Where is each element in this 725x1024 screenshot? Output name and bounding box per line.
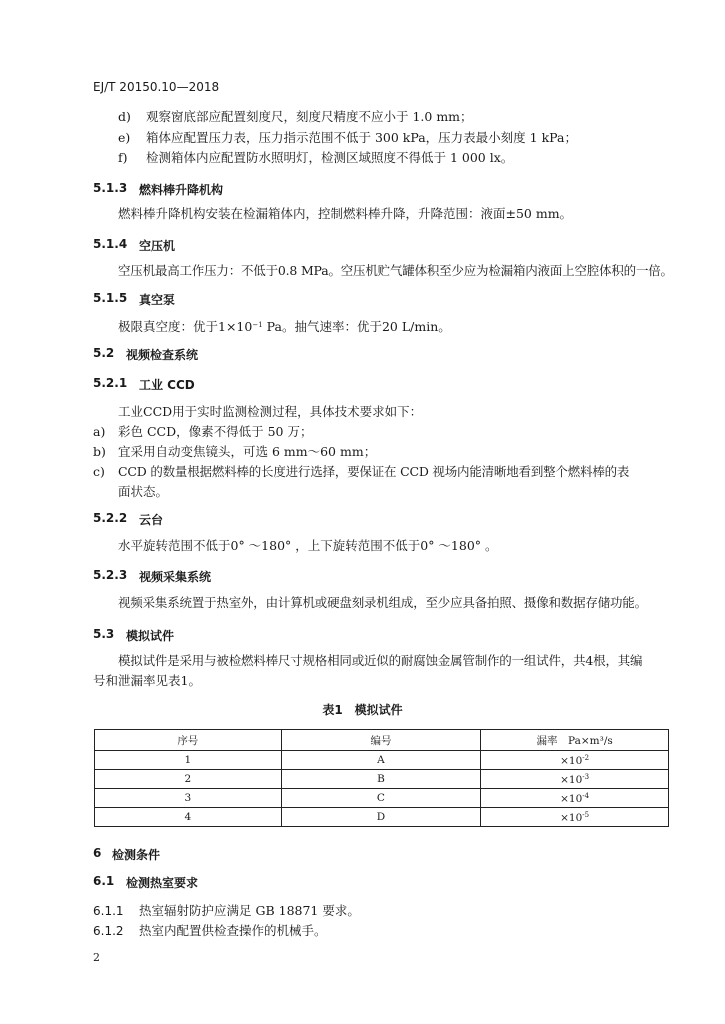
section-number-5-2-2: 5.2.2: [93, 511, 128, 525]
paragraph-5-2-1-intro: 工业CCD用于实时监测检测过程，具体技术要求如下：: [118, 404, 423, 419]
list-marker-e: e): [118, 130, 131, 145]
cell-rate: [481, 770, 669, 789]
section-title-5-3: 模拟试件: [126, 629, 175, 643]
paragraph-5-3-line2: 号和泄漏率见表1。: [93, 673, 201, 688]
section-title-5-2-2: 云台: [139, 513, 164, 527]
cell-code: C: [281, 789, 481, 808]
list-item-f: 检测箱体内应配置防水照明灯，检测区域照度不得低于 1 000 lx。: [146, 150, 514, 165]
table-row: [95, 770, 669, 789]
list-item-a: 彩色 CCD，像素不得低于 50 万；: [118, 424, 313, 439]
list-item-b: 宜采用自动变焦镜头，可选 6 mm～60 mm；: [118, 444, 377, 459]
list-marker-f: f): [118, 150, 128, 165]
section-number-6: 6: [93, 846, 102, 860]
section-number-5-1-5: 5.1.5: [93, 291, 128, 305]
list-marker-b: b): [93, 444, 106, 459]
table-row: [95, 751, 669, 770]
rate-exponent: -3: [582, 772, 590, 781]
document-id: EJ/T 20150.10—2018: [93, 80, 220, 94]
list-item-e: 箱体应配置压力表，压力指示范围不低于 300 kPa，压力表最小刻度 1 kPa；: [146, 130, 577, 145]
rate-exponent: -5: [582, 810, 590, 819]
cell-no: 3: [95, 789, 282, 808]
table-row: [95, 808, 669, 827]
section-number-5-2-3: 5.2.3: [93, 568, 128, 582]
section-number-5-3: 5.3: [93, 627, 115, 641]
paragraph-5-1-3: 燃料棒升降机构安装在检漏箱体内，控制燃料棒升降，升降范围：液面±50 mm。: [118, 206, 573, 221]
paragraph-5-2-3: 视频采集系统置于热室外，由计算机或硬盘刻录机组成，至少应具备拍照、摄像和数据存储功能。: [118, 595, 647, 610]
rate-exponent: -2: [582, 753, 590, 762]
section-title-5-1-4: 空压机: [139, 239, 176, 253]
list-item-d: 观察窗底部应配置刻度尺，刻度尺精度不应小于 1.0 mm；: [146, 109, 473, 124]
section-title-6: 检测条件: [112, 848, 161, 862]
cell-rate: [481, 751, 669, 770]
list-item-c-continued: 面状态。: [118, 484, 169, 499]
table-header-row: [95, 730, 669, 751]
leak-rate-table: [94, 729, 669, 827]
cell-code: A: [281, 751, 481, 770]
rate-base: ×10: [560, 773, 583, 786]
section-number-6-1: 6.1: [93, 874, 115, 888]
list-item-c: CCD 的数量根据燃料棒的长度进行选择，要保证在 CCD 视场内能清晰地看到整个燃料棒的表: [118, 464, 630, 479]
rate-base: ×10: [560, 792, 583, 805]
paragraph-5-1-5: [118, 316, 451, 336]
clause-text-6-1-2: 热室内配置供检查操作的机械手。: [139, 923, 327, 938]
cell-code: B: [281, 770, 481, 789]
section-number-5-1-4: 5.1.4: [93, 237, 128, 251]
section-number-5-1-3: 5.1.3: [93, 181, 128, 195]
paragraph-5-3-line1: 模拟试件是采用与被检燃料棒尺寸规格相同或近似的耐腐蚀金属管制作的一组试件，共4根，其编: [118, 653, 643, 668]
section-number-5-2: 5.2: [93, 346, 115, 360]
section-title-5-2-1: 工业 CCD: [139, 378, 195, 392]
column-header-no: 序号: [95, 730, 282, 751]
section-title-5-2: 视频检查系统: [126, 348, 199, 362]
table-row: [95, 789, 669, 808]
list-marker-d: d): [118, 109, 131, 124]
cell-no: 4: [95, 808, 282, 827]
section-title-5-1-3: 燃料棒升降机构: [139, 183, 224, 197]
cell-rate: [481, 789, 669, 808]
cell-no: 1: [95, 751, 282, 770]
rate-base: ×10: [560, 811, 583, 824]
page-number: 2: [93, 951, 100, 964]
rate-exponent: -4: [582, 791, 590, 800]
cell-no: 2: [95, 770, 282, 789]
section-title-5-1-5: 真空泵: [139, 293, 176, 307]
cell-code: D: [281, 808, 481, 827]
rate-base: ×10: [560, 754, 583, 767]
column-header-code: 编号: [281, 730, 481, 751]
column-header-rate: 漏率 Pa×m³/s: [481, 730, 669, 751]
vacuum-text-rest: Pa。抽气速率：优于20 L/min。: [262, 319, 451, 334]
section-title-6-1: 检测热室要求: [126, 876, 199, 890]
paragraph-5-2-2: 水平旋转范围不低于0° ～180° ，上下旋转范围不低于0° ～180° 。: [118, 538, 498, 553]
section-title-5-2-3: 视频采集系统: [139, 570, 212, 584]
list-marker-a: a): [93, 424, 106, 439]
clause-number-6-1-2: 6.1.2: [93, 924, 124, 938]
table-caption: 表1 模拟试件: [322, 703, 403, 717]
clause-text-6-1-1: 热室辐射防护应满足 GB 18871 要求。: [139, 903, 360, 918]
list-marker-c: c): [93, 464, 105, 479]
clause-number-6-1-1: 6.1.1: [93, 904, 124, 918]
section-number-5-2-1: 5.2.1: [93, 376, 128, 390]
cell-rate: [481, 808, 669, 827]
vacuum-text: 极限真空度：优于1×10: [118, 319, 253, 334]
vacuum-exponent: −1: [252, 321, 263, 329]
paragraph-5-1-4: 空压机最高工作压力：不低于0.8 MPa。空压机贮气罐体积至少应为检漏箱内液面上空腔体积的一倍。: [118, 263, 673, 278]
